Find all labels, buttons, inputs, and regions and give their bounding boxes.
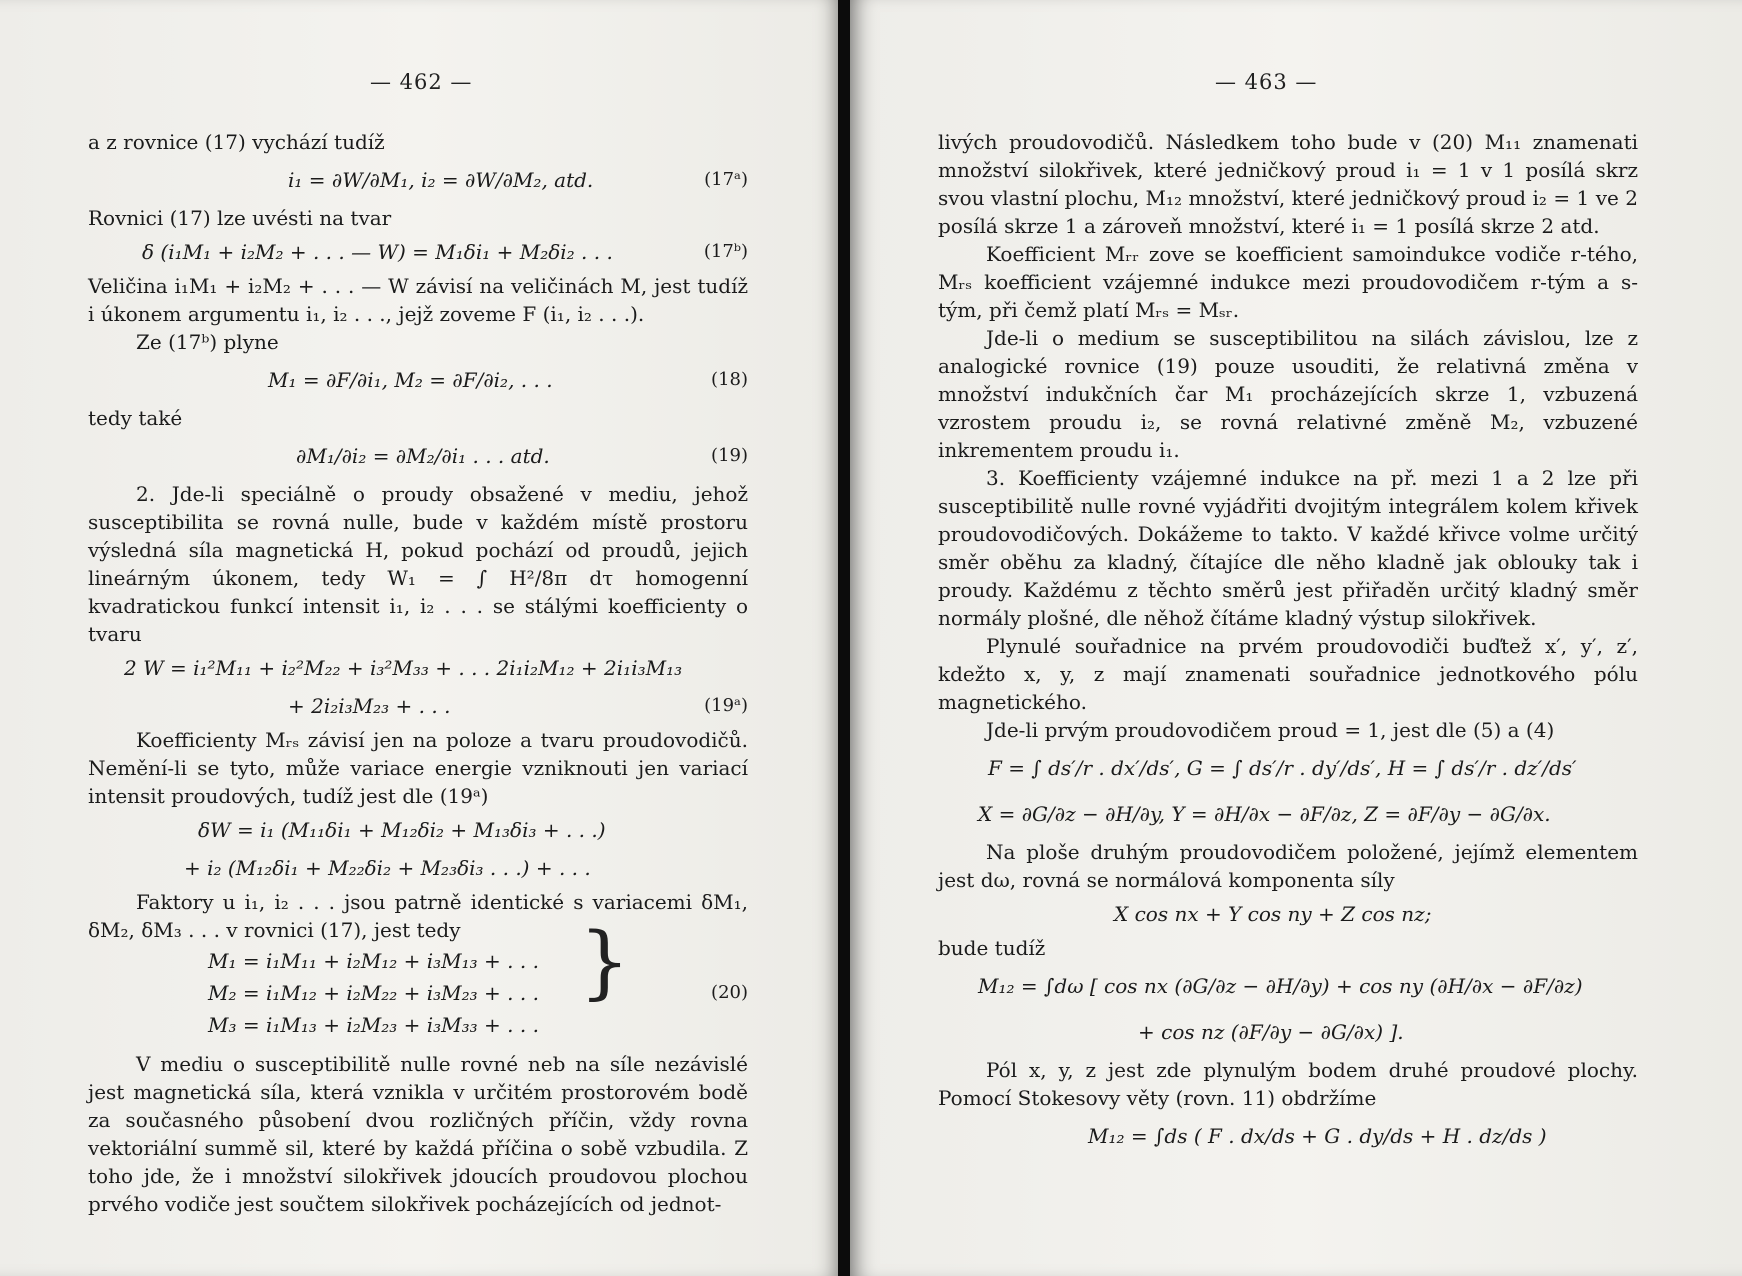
equation-stokes: [938, 1114, 1638, 1158]
page-number: — 463 —: [1215, 70, 1318, 94]
paragraph: Veličina i₁M₁ + i₂M₂ + . . . — W závisí na veličinách M, jest tudíž i úkonem argumentu i₁, i₂ . . ., jejž zoveme F (i₁, i₂ . . .).: [88, 274, 748, 326]
equation-19: [88, 434, 748, 478]
equation-body: M₁ = i₁M₁₁ + i₂M₁₂ + i₃M₁₃ + . . .: [208, 949, 539, 973]
brace-symbol: }: [579, 915, 630, 1008]
paragraph: Na ploše druhým proudovodičem položené, jejímž elementem jest dω, rovná se normálová komponenta síly: [938, 840, 1638, 892]
paragraph: Jde-li prvým proudovodičem proud = 1, jest dle (5) a (4): [986, 718, 1555, 742]
paragraph: Pól x, y, z jest zde plynulým bodem druhé proudové plochy. Pomocí Stokesovy věty (rovn. 11) obdržíme: [938, 1058, 1638, 1110]
equation-dw-line-2: [88, 850, 748, 886]
equation-17b: [88, 234, 748, 270]
equation-field-components: [938, 792, 1638, 836]
equation-number: (19ᵃ): [704, 695, 748, 716]
equation-18: [88, 358, 748, 402]
equation-m12-line-2: [938, 1010, 1638, 1054]
equation-body: δ (i₁M₁ + i₂M₂ + . . . — W) = M₁δi₁ + M₂δi₂ . . .: [142, 240, 613, 264]
equation-body: M₁₂ = ∫ds ( F . dx/ds + G . dy/ds + H . dz/ds ): [1088, 1124, 1547, 1148]
paragraph: 2. Jde-li speciálně o proudy obsažené v mediu, jehož susceptibilita se rovná nulle, bude v každém místě prostoru výsledná síla magnetická H, pokud pochází od proudů, jejich lineárným úkonem, tedy W₁ = ∫ H²/8π dτ homogenní kvadratickou funkcí intensit i₁, i₂ . . . se stálými koefficienty o tvaru: [88, 482, 748, 646]
equation-body: ∂M₁/∂i₂ = ∂M₂/∂i₁ . . . atd.: [296, 444, 550, 468]
paragraph: Koefficient Mᵣᵣ zove se koefficient samoindukce vodiče r-tého, Mᵣₛ koefficient vzájemné indukce mezi proudovodičem r-tým a s-tým, při čemž platí Mᵣₛ = Mₛᵣ.: [938, 242, 1638, 322]
equation-17a: [88, 158, 748, 202]
equation-number: (17ᵃ): [704, 169, 748, 190]
equation-20-line-3: [88, 1010, 748, 1040]
paragraph: Plynulé souřadnice na prvém proudovodiči buďtež x′, y′, z′, kdežto x, y, z mají znamenati souřadnice jednotkového pólu magnetického.: [938, 634, 1638, 714]
equation-body: X cos nx + Y cos ny + Z cos nz;: [1114, 902, 1432, 926]
equation-body: δW = i₁ (M₁₁δi₁ + M₁₂δi₂ + M₁₃δi₃ + . . .): [198, 818, 606, 842]
paragraph: Jde-li o medium se susceptibilitou na silách závislou, lze z analogické rovnice (19) pouze usouditi, že relativná změna v množství indukčních čar M₁ procházejících skrze 1, vzbuzená vzrostem proudu i₂, se rovná relativné změně M₂, vzbuzené inkrementem proudu i₁.: [938, 326, 1638, 462]
equation-number: (19): [711, 445, 748, 466]
equation-potentials: [938, 746, 1638, 790]
equation-body: X = ∂G/∂z − ∂H/∂y, Y = ∂H/∂x − ∂F/∂z, Z = ∂F/∂y − ∂G/∂x.: [978, 802, 1551, 826]
equation-number: (20): [711, 982, 748, 1003]
paragraph: tedy také: [88, 406, 183, 430]
paragraph: bude tudíž: [938, 936, 1046, 960]
equation-20-line-1: [88, 946, 748, 976]
equation-body: + cos nz (∂F/∂y − ∂G/∂x) ].: [1138, 1020, 1404, 1044]
equation-19a-line-2: [88, 688, 748, 724]
page-number: — 462 —: [370, 70, 473, 94]
paragraph: 3. Koefficienty vzájemné indukce na př. mezi 1 a 2 lze při susceptibilitě nulle rovné vyjádřiti dvojitým integrálem kolem křivek proudovodičových. Dokážeme to takto. V každé křivce volme určitý směr oběhu za kladný, čítajíce dle něho kladně jak oblouky tak i proudy. Každému z těchto směrů jest přiřaděn určitý kladný směr normály plošné, dle něhož čítáme kladný výstup silokřivek.: [938, 466, 1638, 630]
equation-20-line-2: [88, 978, 748, 1008]
equation-19a-line-1: [88, 650, 748, 686]
paragraph: Koefficienty Mᵣₛ závisí jen na poloze a tvaru proudovodičů. Nemění-li se tyto, může variace energie vzniknouti jen variací intensit proudových, tudíž jest dle (19ᵃ): [88, 728, 748, 808]
left-text-column: [88, 128, 748, 1218]
right-page: [850, 0, 1742, 1276]
equation-body: M₂ = i₁M₁₂ + i₂M₂₂ + i₃M₂₃ + . . .: [208, 981, 539, 1005]
equation-body: M₁ = ∂F/∂i₁, M₂ = ∂F/∂i₂, . . .: [268, 368, 553, 392]
equation-number: (17ᵇ): [703, 241, 748, 262]
equation-body: M₁₂ = ∫dω [ cos nx (∂G/∂z − ∂H/∂y) + cos ny (∂H/∂x − ∂F/∂z): [978, 974, 1583, 998]
paragraph: livých proudovodičů. Následkem toho bude v (20) M₁₁ znamenati množství silokřivek, které jedničkový proud i₁ = 1 v 1 posílá skrz svou vlastní plochu, M₁₂ množství, které jedničkový proud i₂ = 1 ve 2 posílá skrze 1 a zároveň množství, které i₁ = 1 posílá skrze 2 atd.: [938, 130, 1638, 238]
equation-body: + i₂ (M₁₂δi₁ + M₂₂δi₂ + M₂₃δi₃ . . .) + . . .: [184, 856, 591, 880]
paragraph: Rovnici (17) lze uvésti na tvar: [88, 206, 392, 230]
right-text-column: [938, 128, 1638, 1160]
paragraph: Ze (17ᵇ) plyne: [136, 330, 279, 354]
left-page: [0, 0, 842, 1276]
equation-normal-component: [938, 896, 1638, 932]
equation-body: i₁ = ∂W/∂M₁, i₂ = ∂W/∂M₂, atd.: [288, 168, 594, 192]
paragraph: V mediu o susceptibilitě nulle rovné neb na síle nezávislé jest magnetická síla, která vznikla v určitém prostorovém bodě za současného působení dvou rozličných příčin, vždy rovna vektoriální summě sil, které by každá příčina o sobě vzbudila. Z toho jde, že i množství silokřivek jdoucích proudovou plochou prvého vodiče jest součtem silokřivek pocházejících od jednot-: [88, 1052, 748, 1216]
equation-body: + 2i₂i₃M₂₃ + . . .: [288, 694, 451, 718]
paragraph: Faktory u i₁, i₂ . . . jsou patrně identické s variacemi δM₁, δM₂, δM₃ . . . v rovnici (17), jest tedy: [88, 890, 748, 942]
paragraph: a z rovnice (17) vychází tudíž: [88, 130, 385, 154]
equation-m12-line-1: [938, 964, 1638, 1008]
equation-body: F = ∫ ds′/r . dx′/ds′, G = ∫ ds′/r . dy′/ds′, H = ∫ ds′/r . dz′/ds′: [988, 756, 1577, 780]
equation-body: 2 W = i₁²M₁₁ + i₂²M₂₂ + i₃²M₃₃ + . . . 2i₁i₂M₁₂ + 2i₁i₃M₁₃: [124, 656, 683, 680]
equation-dw-line-1: [88, 812, 748, 848]
equation-body: M₃ = i₁M₁₃ + i₂M₂₃ + i₃M₃₃ + . . .: [208, 1013, 539, 1037]
equation-number: (18): [711, 369, 748, 390]
